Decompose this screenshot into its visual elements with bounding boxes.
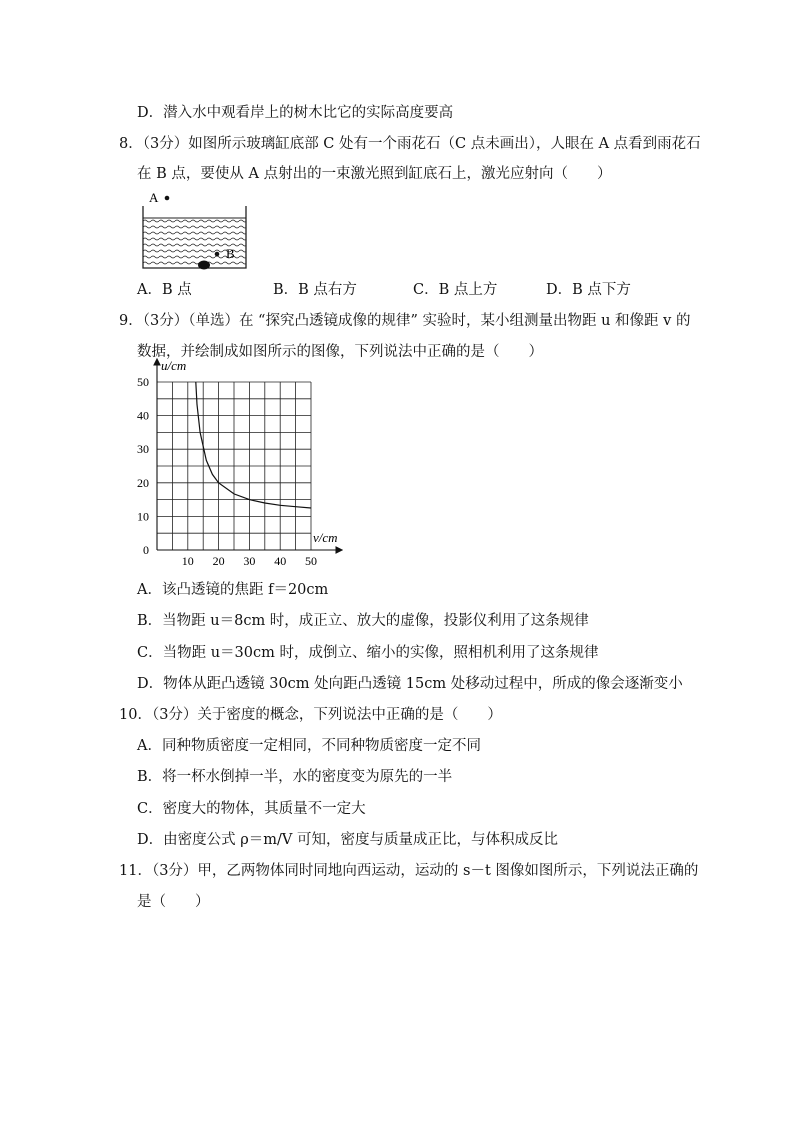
y-tick-label: 20	[137, 475, 149, 490]
y-tick-label: 50	[137, 375, 149, 389]
q9-option-d: D．物体从距凸透镜 30cm 处向距凸透镜 15cm 处移动过程中，所成的像会逐渐变小	[137, 676, 683, 692]
y-tick-label: 40	[137, 408, 149, 423]
x-tick-label: 20	[212, 554, 225, 568]
x-tick-label: 10	[181, 554, 194, 568]
y-tick-label: 10	[137, 509, 149, 524]
x-tick-label: 30	[243, 554, 256, 568]
q9-option-a: A．该凸透镜的焦距 f＝20cm	[137, 582, 329, 598]
q10-option-b: B．将一杯水倒掉一半，水的密度变为原先的一半	[137, 769, 453, 785]
q8-option-d: D．B 点下方	[546, 282, 631, 298]
point-b-dot	[215, 252, 220, 257]
q8-option-b: B．B 点右方	[273, 282, 357, 298]
q10-stem: 10．（3分）关于密度的概念，下列说法中正确的是（ ）	[119, 707, 502, 723]
q9-option-c: C．当物距 u＝30cm 时，成倒立、缩小的实像，照相机利用了这条规律	[137, 645, 599, 661]
point-a-dot	[165, 196, 170, 201]
q8-option-a: A．B 点	[137, 282, 192, 298]
y-tick-label: 30	[137, 442, 149, 457]
q10-option-c: C．密度大的物体，其质量不一定大	[137, 801, 366, 817]
q8-option-c: C．B 点上方	[413, 282, 498, 298]
rain-stone	[198, 261, 210, 270]
q10-option-a: A．同种物质密度一定相同，不同种物质密度一定不同	[137, 738, 481, 754]
point-b-label: B	[226, 246, 235, 261]
q8-stem-line2: 在 B 点，要使从 A 点射出的一束激光照到缸底石上，激光应射向（ ）	[137, 166, 612, 182]
q8-tank-figure	[135, 188, 255, 274]
y-axis-label: u/cm	[161, 358, 187, 373]
q9-stem-line1: 9．（3分）（单选）在 “探究凸透镜成像的规律” 实验时，某小组测量出物距 u 和像距 v 的	[119, 313, 691, 329]
x-tick-label: 50	[305, 554, 317, 568]
q7-option-d: D．潜入水中观看岸上的树木比它的实际高度要高	[137, 105, 454, 121]
q9-option-b: B．当物距 u＝8cm 时，成正立、放大的虚像，投影仪利用了这条规律	[137, 613, 589, 629]
q10-option-d: D．由密度公式 ρ＝m/V 可知，密度与质量成正比，与体积成反比	[137, 832, 558, 848]
point-a-label: A	[149, 190, 159, 205]
uv-chart	[135, 358, 360, 570]
q11-stem-line1: 11．（3分）甲，乙两物体同时同地向西运动，运动的 s－t 图像如图所示，下列说法正确的	[119, 863, 699, 879]
q9-stem-line2: 数据，并绘制成如图所示的图像，下列说法中正确的是（ ）	[137, 344, 543, 360]
q11-stem-line2: 是（ ）	[137, 894, 210, 910]
x-tick-label: 40	[274, 554, 287, 568]
y-tick-label: 0	[143, 543, 149, 557]
q8-stem-line1: 8．（3分）如图所示玻璃缸底部 C 处有一个雨花石（C 点未画出），人眼在 A 点看到雨花石	[119, 136, 701, 152]
x-axis-label: v/cm	[313, 530, 338, 545]
